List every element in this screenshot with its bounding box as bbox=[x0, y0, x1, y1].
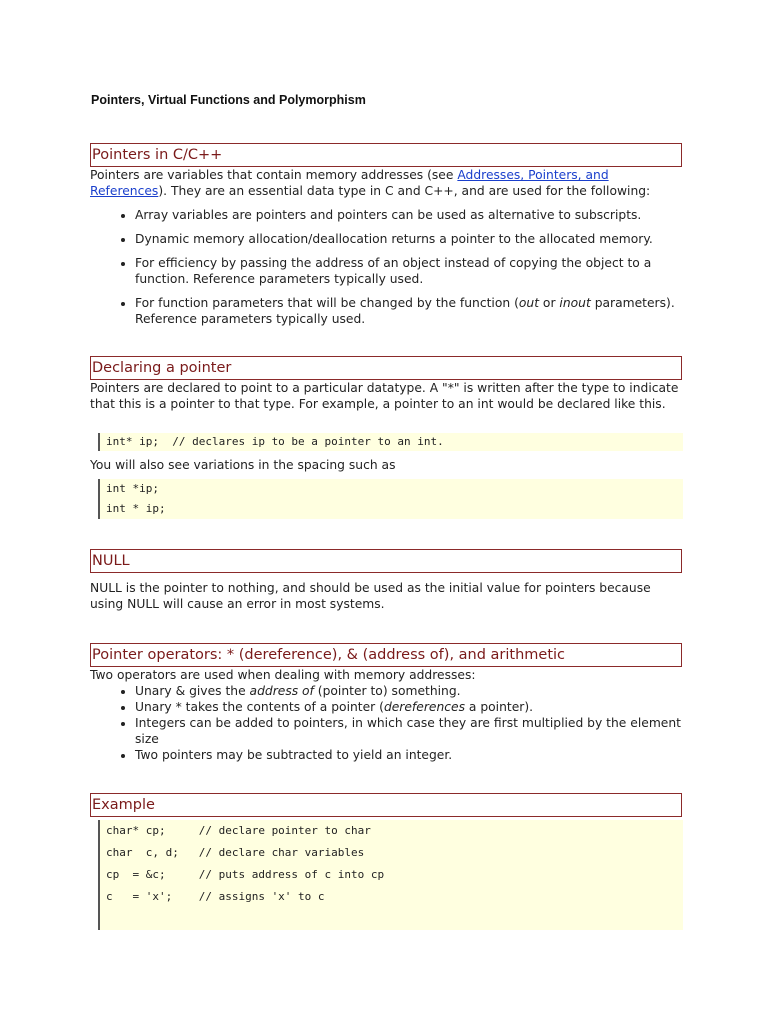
list-item: • For efficiency by passing the address of an object instead of copying the object to a function. Reference parameters typically used. bbox=[135, 255, 682, 287]
section-heading-null: NULL bbox=[90, 549, 682, 573]
list-item: • Array variables are pointers and pointers can be used as alternative to subscripts. bbox=[135, 207, 682, 223]
pointers-intro: Pointers are variables that contain memory addresses (see Addresses, Pointers, and References). They are an essential data type in C and C++, and are used for the following: bbox=[90, 168, 651, 198]
section-heading-example: Example bbox=[90, 793, 682, 817]
list-item: • Integers can be added to pointers, in which case they are first multiplied by the element size bbox=[135, 715, 682, 747]
example-code-block: char* cp; // declare pointer to char char c, d; // declare char variables cp = &c; // puts address of c into cp c = 'x'; // assigns 'x' to c bbox=[98, 820, 683, 930]
null-text: NULL is the pointer to nothing, and should be used as the initial value for pointers because using NULL will cause an error in most systems. bbox=[90, 581, 651, 611]
pointers-uses-list bbox=[90, 207, 682, 335]
section-heading-operators: Pointer operators: * (dereference), & (address of), and arithmetic bbox=[90, 643, 682, 667]
document-title: Pointers, Virtual Functions and Polymorphism bbox=[91, 93, 366, 107]
operators-text: Two operators are used when dealing with memory addresses: bbox=[90, 668, 476, 682]
list-item: • Two pointers may be subtracted to yield an integer. bbox=[135, 747, 682, 763]
operators-list bbox=[90, 683, 682, 763]
addresses-link[interactable]: Addresses, Pointers, and References bbox=[90, 168, 609, 198]
list-item: • Unary & gives the address of (pointer to) something. bbox=[135, 683, 682, 699]
list-item: • Unary * takes the contents of a pointer (dereferences a pointer). bbox=[135, 699, 682, 715]
variations-text: You will also see variations in the spacing such as bbox=[90, 458, 396, 472]
code-block: int* ip; // declares ip to be a pointer to an int. bbox=[98, 433, 683, 451]
list-item: • For function parameters that will be changed by the function (out or inout parameters). Reference parameters typically used. bbox=[135, 295, 682, 327]
code-block: int *ip; int * ip; bbox=[98, 479, 683, 519]
list-item: • Dynamic memory allocation/deallocation returns a pointer to the allocated memory. bbox=[135, 231, 682, 247]
declaring-text: Pointers are declared to point to a particular datatype. A "*" is written after the type to indicate that this is a pointer to that type. For example, a pointer to an int would be declared like this. bbox=[90, 381, 679, 411]
section-heading-pointers: Pointers in C/C++ bbox=[90, 143, 682, 167]
section-heading-declaring: Declaring a pointer bbox=[90, 356, 682, 380]
